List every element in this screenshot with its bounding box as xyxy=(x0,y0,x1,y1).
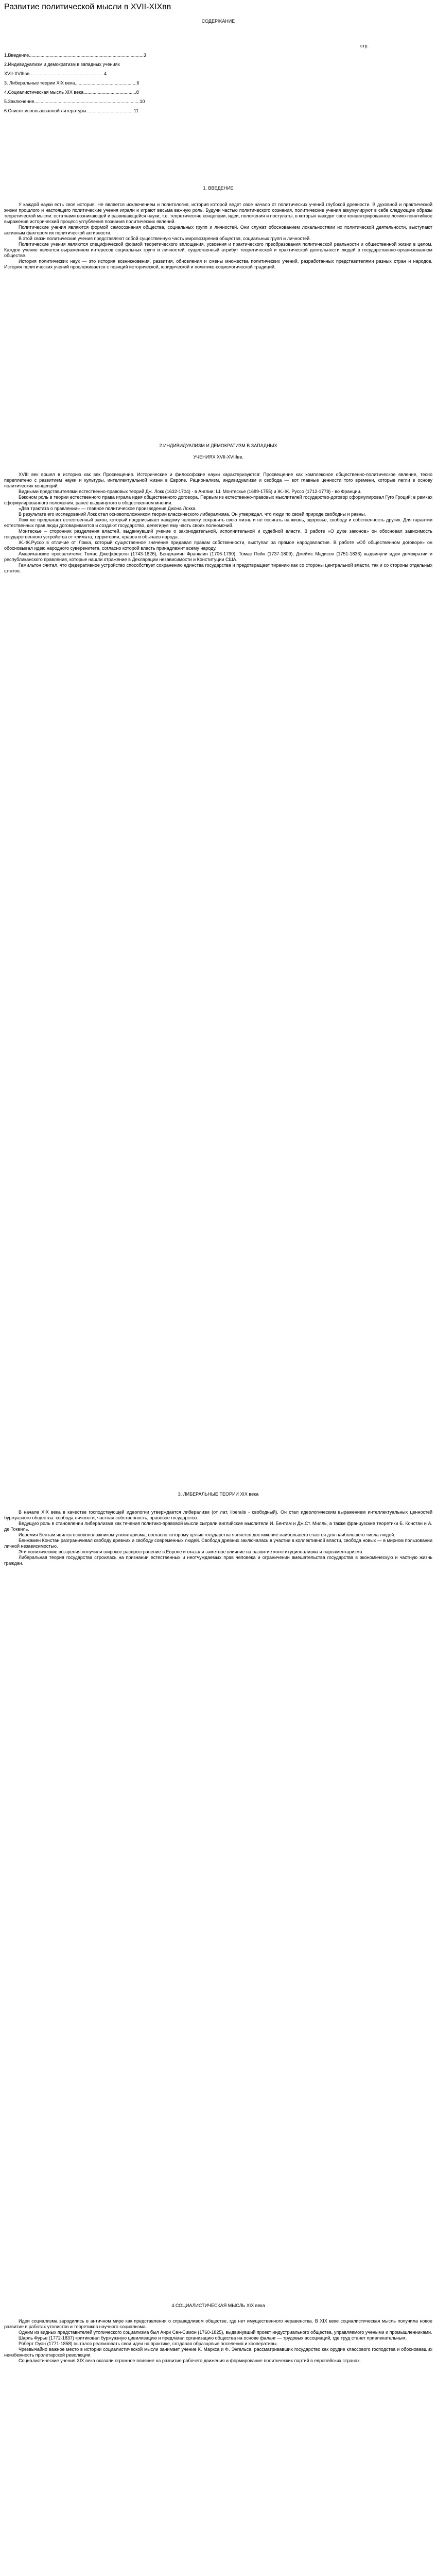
toc-item: 2.Индивидуализм и демократизм в западных учениях xyxy=(4,62,120,67)
paragraph: Идеи социализма зародились в античном мире как представления о справедливом обществе, где нет имущественного неравенства. В XIX веке социалистическая мысль получила новое развитие в работах утопистов и теоретиков научного социализма. xyxy=(4,2318,432,2329)
paragraph: В начале XIX века в качестве господствующей идеологии утверждается либерализм (от лат. liberalis - свободный). Он стал идеологическим выражением интеллектуальных ценностей буржуазного общества: свобода личности, частная собственность, правовое государство. xyxy=(4,1510,432,1520)
toc-item: 5.Заключение..................................................................................10 xyxy=(4,99,145,104)
document-title: Развитие политической мысли в XVII-XIXвв xyxy=(4,3,171,11)
section-heading-individualism: 2.ИНДИВИДУАЛИЗМ И ДЕМОКРАТИЗМ В ЗАПАДНЫХ xyxy=(159,443,277,448)
paragraph: Бенжамен Констан разграничивал свободу древних и свободу современных людей. Свобода древних заключалась в участии в коллективной власти, свобода новых — в мирном пользовании личной независимостью. xyxy=(4,1538,432,1549)
section-heading-liberal-theories: 3. ЛИБЕРАЛЬНЫЕ ТЕОРИИ XIX века xyxy=(178,1492,259,1497)
paragraph: Гамильтон считал, что федеративное устройство способствует сохранению единства государства и предотвращает тиранию как со стороны центральной власти, так и со стороны отдельных штатов. xyxy=(4,563,432,573)
section-introduction xyxy=(4,202,432,270)
paragraph: У каждой науки есть своя история. Не является исключением и политология, история которой ведет свое начало от политических учений глубокой древности. В духовной и практической жизни прошлого и настоящего политические учения играли и играют весьма важную роль. Будучи частью политического сознания, политические учения аккумулируют в себе следующие образы теоретической мысли: остатками возникающей и развивающейся науки, т.е. теоретические концепции, идеи, положения и постулаты, в которых находит свое концентрированное логико-понятийное выражение исторический процесс углубления познания политических явлений. xyxy=(4,202,432,224)
paragraph: Ж.-Ж.Руссо в отличие от Локка, который существенное значение придавал правам собственности, выступал за прямое народовластие. В работе «Об общественном договоре» он обосновывал идею народного суверенитета, согласно которой власть принадлежит всему народу. xyxy=(4,540,432,551)
paragraph: В этой связи политические учения представляют собой существенную часть мировоззрения общества, социальных групп и личностей. xyxy=(19,236,311,241)
section-liberal-theories xyxy=(4,1510,432,1566)
section-individualism xyxy=(4,472,432,574)
paragraph: Политические учения являются специфической формой теоретического вплощения, усвоения и практического преобразования политической реальности и общественной жизни в целом. Каждое учение является выражением интересов социальных групп и личностей, существенный атрибут теоретической и практической деятельности людей в государственно-организованном обществе. xyxy=(4,242,432,258)
section-heading-socialist-thought: 4.СОЦИАЛИСТИЧЕСКАЯ МЫСЛЬ XIX века xyxy=(171,2303,265,2308)
page-column-label: стр. xyxy=(360,43,369,48)
paragraph: Одним из видных представителей утопического социализма был Анри Сен-Симон (1760-1825), выдвинувший проект индустриального общества, управляемого учеными и промышленниками. xyxy=(19,2330,432,2335)
section-heading-introduction: 1. ВВЕДЕНИЕ xyxy=(203,185,234,191)
paragraph: Бэконом роль в теории естественного права играла идея общественного договора. Первым из естественно-правовых мыслителей государство-договор сформулировал Гуго Гроций; в рамках сформулированного положения, ранее выдвинутого в общественном мнении. xyxy=(4,495,432,505)
section-subheading-individualism: УЧЕНИЯХ XVII-XVIIIвв. xyxy=(193,454,243,460)
paragraph: История политических наук — это история возникновения, развития, обновления и смены множества политических учений, разработанных представителями разных стран и народов. История политических учений прослеживается с позиций исторической, юридической и политико-социологической традиций. xyxy=(4,259,432,269)
paragraph: Ведущую роль в становлении либерализма как течения политико-правовой мысли сыграли английские мыслители И. Бентам и Дж.Ст. Милль, а также французские теоретики Б. Констан и А. де Токвиль. xyxy=(4,1521,432,1532)
toc-item: 4.Социалистическая мысль XIX века.........................................8 xyxy=(4,90,139,95)
paragraph: Американские просветители: Томас Джефферсон (1743-1826), Бенджамин Франклин (1706-1790), Томас Пейн (1737-1809), Джеймс Мэдисон (1751-1836) выдвинули идеи демократии и республиканского правления, которые нашли отражение в Декларации независимости и Конституции США. xyxy=(4,551,432,562)
paragraph: XVIII век вошел в историю как век Просвещения. Исторические и философские науки характеризуются: Просвещение как комплексное общественно-политическое явление, тесно переплетено с развитием науки и культуры, интеллектуальной жизни в Европе. Рационализм, индивидуализм и свобода — вот главные ценности того времени, которые легли в основу политических концепций. xyxy=(4,472,432,488)
paragraph: Роберт Оуэн (1771-1858) пытался реализовать свои идеи на практике, создавая образцовые поселения и кооперативы. xyxy=(19,2341,278,2346)
paragraph: Видными представителями естественно-правовых теорий Дж. Локк (1632-1704) - в Англии; Ш. Монтескье (1689-1755) и Ж.-Ж. Руссо (1712-1778) - во Франции. xyxy=(19,489,361,494)
paragraph: Чрезвычайно важное место в истории социалистической мысли занимает учение К. Маркса и Ф. Энгельса, рассматривавших государство как орудие классового господства и обосновавших неизбежность пролетарской революции. xyxy=(4,2347,432,2358)
paragraph: Шарль Фурье (1772-1837) критиковал буржуазную цивилизацию и предлагал организацию общества на основе фаланг — трудовых ассоциаций, где труд станет привлекательным. xyxy=(19,2335,407,2341)
paragraph: Социалистические учения XIX века оказали огромное влияние на развитие рабочего движения и формирование политических партий в европейских странах. xyxy=(19,2358,361,2363)
paragraph: Монтескье – сторонник разделения властей, выдвинувший учение о законодательной, исполнительной и судебной власти. В работе «О духе законов» он обосновал зависимость государственного устройства от климата, территории, нравов и обычаев народа. xyxy=(4,529,432,539)
paragraph: Политические учения являются формой самосознания общества, социальных групп и личностей. Они служат обоснованием локальностями их политической деятельности, выступают активным фактором их политической активности. xyxy=(4,225,432,235)
toc-item: 1.Введение.........................................................................................3 xyxy=(4,53,146,58)
paragraph: Эти политические воззрения получили широкое распространение в Европе и оказали заметное влияние на развитие конституционализма и парламентаризма. xyxy=(19,1549,364,1554)
paragraph: «Два трактата о правлении» — главное политическое произведение Джона Локка. xyxy=(19,506,197,511)
paragraph: Локк же предлагает естественный закон, который предписывает каждому человеку сохранять свою жизнь и не посягать на жизнь, здоровье, свободу и собственность других. Для гарантии естественных прав люди договариваются и создают государство, делегируя ему часть своих полномочий. xyxy=(4,517,432,528)
toc-item: XVII-XVIIIвв..........................................................4 xyxy=(4,71,107,76)
paragraph: Либеральная теория государства строилась на признании естественных и неотчуждаемых прав человека и ограничении вмешательства государства в экономическую и частную жизнь граждан. xyxy=(4,1555,432,1566)
contents-heading: СОДЕРЖАНИЕ xyxy=(201,19,235,24)
section-socialist-thought xyxy=(4,2318,432,2364)
toc-item: 6.Список использованной литературы.....................................11 xyxy=(4,108,139,113)
paragraph: Иеремия Бентам явился основоположником утилитаризма, согласно которому целью государства является достижение наибольшего счастья для наибольшего числа людей. xyxy=(19,1532,395,1537)
toc-item: 3. Либеральные теории XIX века................................................6 xyxy=(4,80,139,86)
table-of-contents xyxy=(4,50,210,115)
paragraph: В результате его исследований Локк стал основоположником теории классического либерализма. Он утверждал, что люди по своей природе свободны и равны. xyxy=(19,512,366,517)
